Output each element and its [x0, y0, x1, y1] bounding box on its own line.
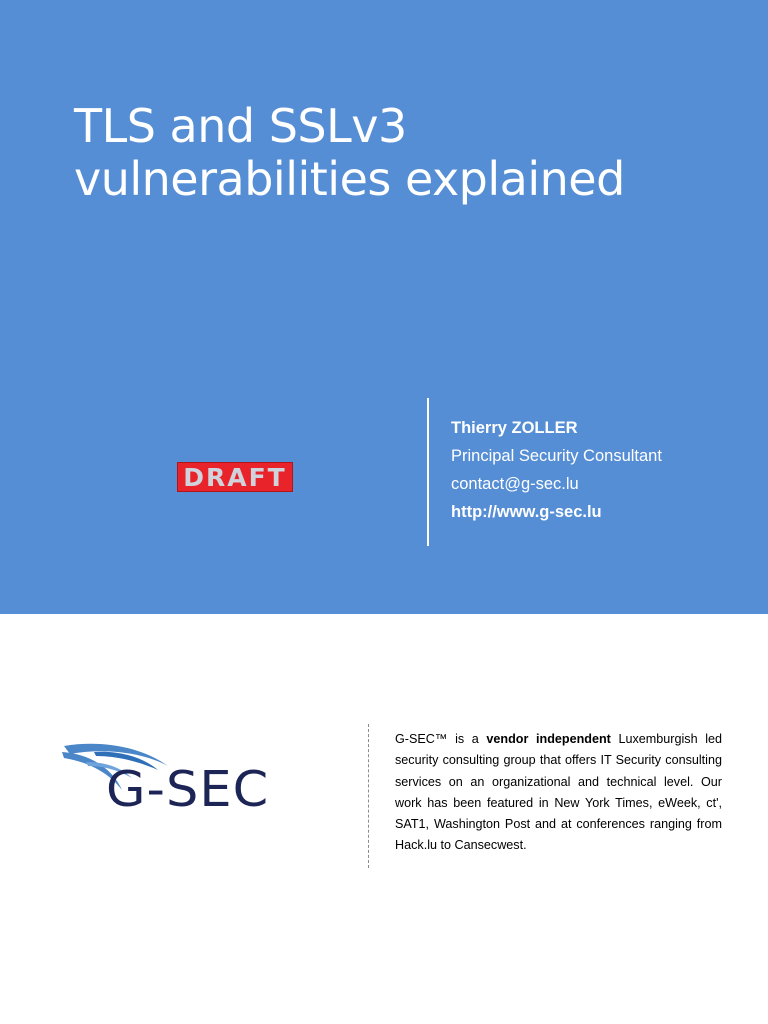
author-name: Thierry ZOLLER	[451, 419, 578, 437]
draft-stamp	[177, 462, 293, 492]
author-website: http://www.g-sec.lu	[451, 503, 602, 521]
about-text-part2: Luxemburgish led security consulting group that offers IT Security consulting services on an organizational and technical level. Our work has been featured in New York Times, eWeek, ct', SAT1, Washington Post and at conferences ranging from Hack.lu to Cansecwest.	[395, 732, 722, 853]
author-block	[451, 414, 662, 526]
about-divider	[368, 724, 369, 868]
author-email: contact@g-sec.lu	[451, 475, 579, 493]
author-role: Principal Security Consultant	[451, 447, 662, 465]
about-paragraph	[395, 729, 722, 857]
title-line-1: TLS and SSLv3	[74, 99, 407, 153]
about-emphasis: vendor independent	[486, 732, 611, 746]
document-title	[74, 100, 754, 206]
draft-stamp-label: DRAFT	[183, 462, 287, 492]
author-divider	[427, 398, 429, 546]
logo-wordmark: G-SEC	[106, 761, 270, 818]
about-text-part1: G-SEC™ is a	[395, 732, 487, 746]
title-line-2: vulnerabilities explained	[74, 152, 625, 206]
